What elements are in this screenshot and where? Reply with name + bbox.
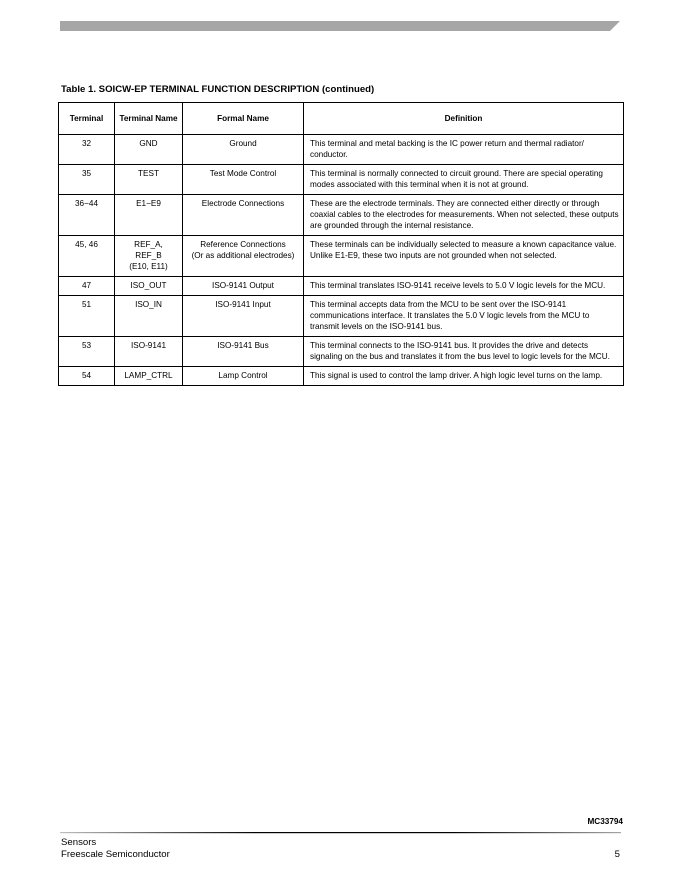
cell-formal-name [183,277,304,296]
cell-formal-name [183,296,304,337]
terminal-name-line: ISO_OUT [130,281,167,290]
cell-definition: These terminals can be individually selected to measure a known capacitance value. Unlike E1-E9, these two inputs are not grounded when not selected. [304,236,624,277]
terminal-name-line: ISO-9141 [130,341,167,350]
cell-terminal: 45, 46 [59,236,115,277]
cell-terminal-name [115,296,183,337]
header-terminal: Terminal [59,103,115,135]
terminal-name-line: ISO_IN [135,300,162,309]
terminal-name-line: GND [139,139,158,148]
cell-formal-name [183,165,304,195]
formal-name-line: Lamp Control [218,371,268,380]
table-row [59,337,624,367]
terminal-name-line: REF_B [135,251,162,260]
cell-formal-name [183,195,304,236]
cell-terminal-name [115,367,183,386]
header-formal-name: Formal Name [183,103,304,135]
cell-formal-name [183,236,304,277]
table-row [59,165,624,195]
table-row [59,135,624,165]
cell-terminal: 53 [59,337,115,367]
formal-name-line: ISO-9141 Output [212,281,274,290]
cell-terminal: 47 [59,277,115,296]
footer-rule [60,832,621,835]
cell-definition: This terminal is normally connected to circuit ground. There are special operating modes associated with this terminal when it is not at ground. [304,165,624,195]
page-number: 5 [614,849,620,860]
table-header-row [59,103,624,135]
cell-terminal-name [115,135,183,165]
table-title: Table 1. SOICW-EP TERMINAL FUNCTION DESCRIPTION (continued) [61,84,375,95]
cell-definition: This terminal accepts data from the MCU to be sent over the ISO-9141 communications interface. It translates the 5.0 V logic levels from the MCU to transmit levels on the ISO-9141 bus. [304,296,624,337]
cell-terminal: 32 [59,135,115,165]
cell-terminal: 51 [59,296,115,337]
cell-formal-name [183,337,304,367]
terminal-name-line: TEST [138,169,159,178]
terminal-name-line: REF_A, [134,240,163,249]
cell-terminal-name [115,195,183,236]
table-row [59,236,624,277]
formal-name-line: ISO-9141 Bus [217,341,269,350]
cell-formal-name [183,135,304,165]
terminal-name-line: (E10, E11) [129,262,168,271]
cell-definition: This terminal connects to the ISO-9141 bus. It provides the drive and detects signaling on the bus and translates it from the bus level to logic levels for the MCU. [304,337,624,367]
cell-terminal: 54 [59,367,115,386]
formal-name-line: ISO-9141 Input [215,300,271,309]
formal-name-line: Reference Connections [200,240,286,249]
formal-name-line: (Or as additional electrodes) [191,251,295,260]
cell-terminal: 35 [59,165,115,195]
cell-definition: This signal is used to control the lamp driver. A high logic level turns on the lamp. [304,367,624,386]
header-definition: Definition [304,103,624,135]
cell-terminal: 36−44 [59,195,115,236]
footer-company: Freescale Semiconductor [61,849,170,860]
cell-terminal-name [115,236,183,277]
header-bar [60,21,620,31]
cell-terminal-name [115,165,183,195]
table-row [59,367,624,386]
terminal-name-line: E1−E9 [136,199,161,208]
formal-name-line: Test Mode Control [209,169,277,178]
terminal-name-line: LAMP_CTRL [124,371,173,380]
terminal-function-table [58,102,624,386]
cell-formal-name [183,367,304,386]
table-row [59,277,624,296]
cell-definition: This terminal and metal backing is the IC power return and thermal radiator/ conductor. [304,135,624,165]
cell-definition: This terminal translates ISO-9141 receive levels to 5.0 V logic levels for the MCU. [304,277,624,296]
formal-name-line: Electrode Connections [201,199,285,208]
formal-name-line: Ground [229,139,257,148]
cell-terminal-name [115,337,183,367]
footer-left [61,837,170,861]
table-row [59,195,624,236]
table-row [59,296,624,337]
part-number: MC33794 [587,817,623,826]
header-terminal-name [115,103,183,135]
cell-definition: These are the electrode terminals. They are connected either directly or through coaxial cables to the electrodes for measurements. When not selected, these outputs are grounded through the internal resistance. [304,195,624,236]
header-terminal-name-text: Terminal Name [119,114,178,123]
footer-category: Sensors [61,837,97,848]
cell-terminal-name [115,277,183,296]
